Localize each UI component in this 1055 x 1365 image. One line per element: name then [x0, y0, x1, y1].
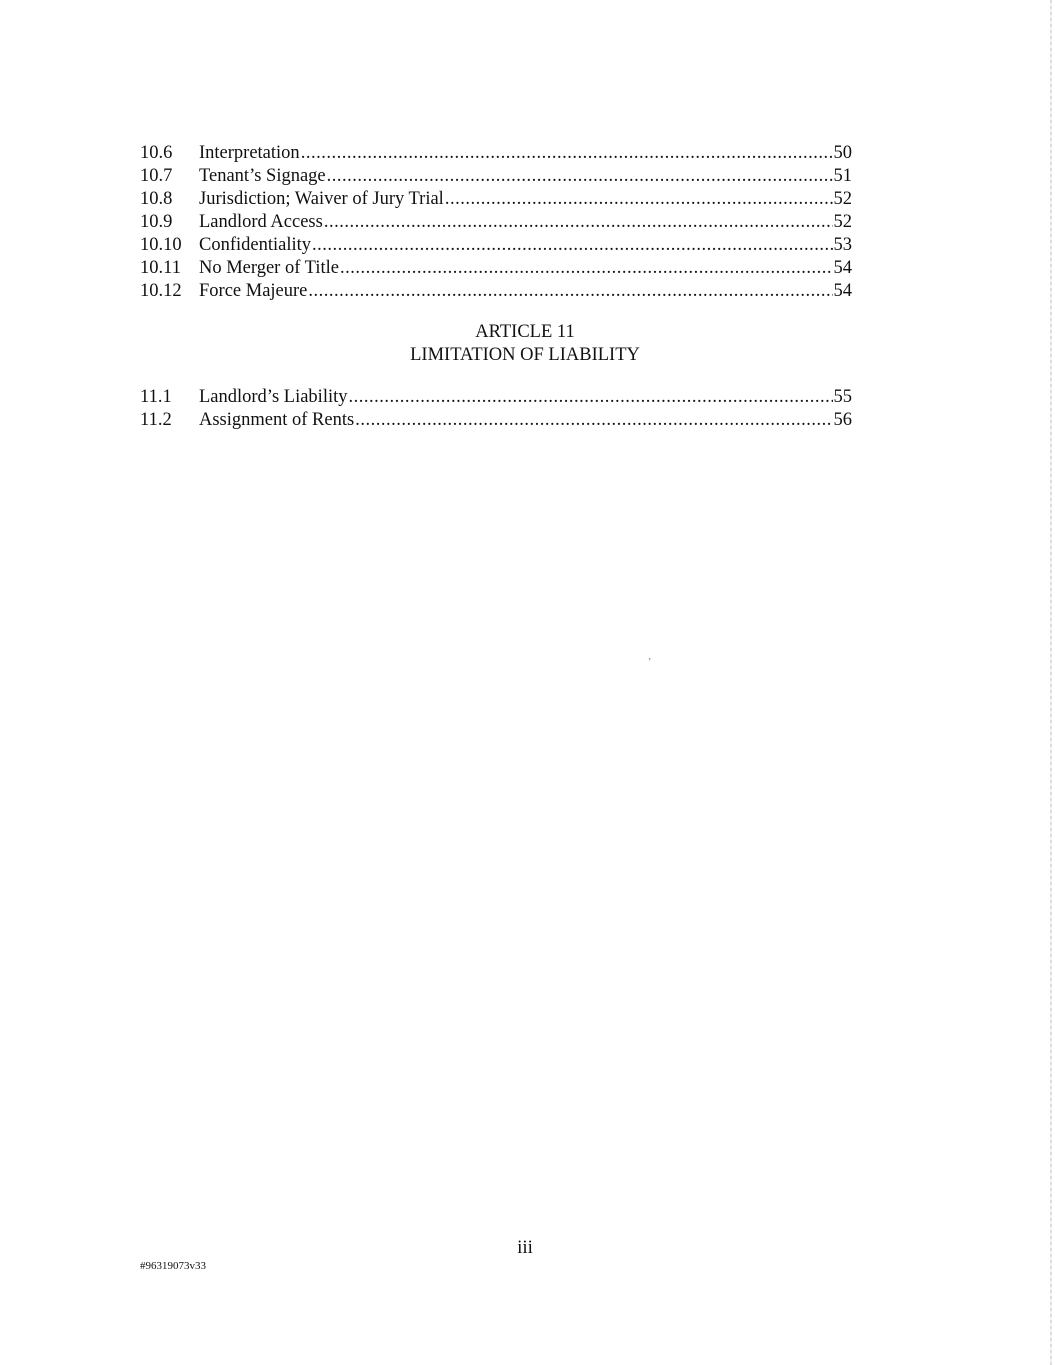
toc-entry-number: 11.1 — [140, 387, 172, 407]
toc-entry[interactable] — [140, 280, 852, 303]
toc-entry[interactable] — [140, 409, 852, 432]
toc-dot-leader — [312, 234, 832, 257]
toc-entry[interactable] — [140, 386, 852, 409]
toc-entry-title: Jurisdiction; Waiver of Jury Trial — [199, 189, 444, 209]
toc-dot-leader — [355, 409, 832, 432]
toc-entry-page: 53 — [833, 235, 852, 255]
toc-entry-title: Force Majeure — [199, 281, 308, 301]
toc-entry-title: Assignment of Rents — [199, 410, 355, 430]
toc-entry-number: 10.7 — [140, 166, 173, 186]
toc-dot-leader — [308, 280, 832, 303]
toc-entry-number: 10.9 — [140, 212, 173, 232]
toc-entry[interactable] — [140, 142, 852, 165]
toc-entry-title: Landlord’s Liability — [199, 387, 348, 407]
toc-entry-number: 10.11 — [140, 258, 181, 278]
article-title: LIMITATION OF LIABILITY — [410, 345, 640, 365]
toc-entry-page: 51 — [833, 166, 852, 186]
toc-entry-page: 52 — [833, 189, 852, 209]
page-number: iii — [517, 1237, 533, 1258]
toc-list-article-11 — [140, 386, 852, 432]
toc-entry-title: Tenant’s Signage — [199, 166, 326, 186]
toc-entry[interactable] — [140, 211, 852, 234]
toc-entry-page: 55 — [833, 387, 852, 407]
toc-dot-leader — [327, 165, 833, 188]
article-number: ARTICLE 11 — [475, 322, 575, 342]
toc-entry-number: 10.12 — [140, 281, 182, 301]
toc-entry-page: 54 — [833, 281, 852, 301]
toc-dot-leader — [349, 386, 833, 409]
toc-dot-leader — [324, 211, 833, 234]
toc-entry-page: 56 — [833, 410, 852, 430]
scan-speck: ʼ — [648, 657, 652, 668]
toc-entry-page: 52 — [833, 212, 852, 232]
toc-dot-leader — [301, 142, 833, 165]
toc-entry-number: 10.8 — [140, 189, 173, 209]
toc-entry-title: No Merger of Title — [199, 258, 339, 278]
toc-entry-title: Confidentiality — [199, 235, 312, 255]
document-id: #96319073v33 — [140, 1260, 206, 1272]
toc-dot-leader — [340, 257, 833, 280]
toc-entry[interactable] — [140, 257, 852, 280]
toc-entry[interactable] — [140, 188, 852, 211]
toc-entry-page: 50 — [833, 143, 852, 163]
toc-entry-title: Landlord Access — [199, 212, 323, 232]
article-heading — [0, 321, 1050, 367]
toc-entry-title: Interpretation — [199, 143, 300, 163]
toc-dot-leader — [445, 188, 833, 211]
toc-entry[interactable] — [140, 165, 852, 188]
scan-edge-artifact — [1050, 0, 1052, 1365]
toc-entry-number: 10.10 — [140, 235, 182, 255]
toc-entry-page: 54 — [833, 258, 852, 278]
toc-entry-number: 10.6 — [140, 143, 173, 163]
toc-entry-number: 11.2 — [140, 410, 172, 430]
toc-list-article-10 — [140, 142, 852, 303]
toc-entry[interactable] — [140, 234, 852, 257]
